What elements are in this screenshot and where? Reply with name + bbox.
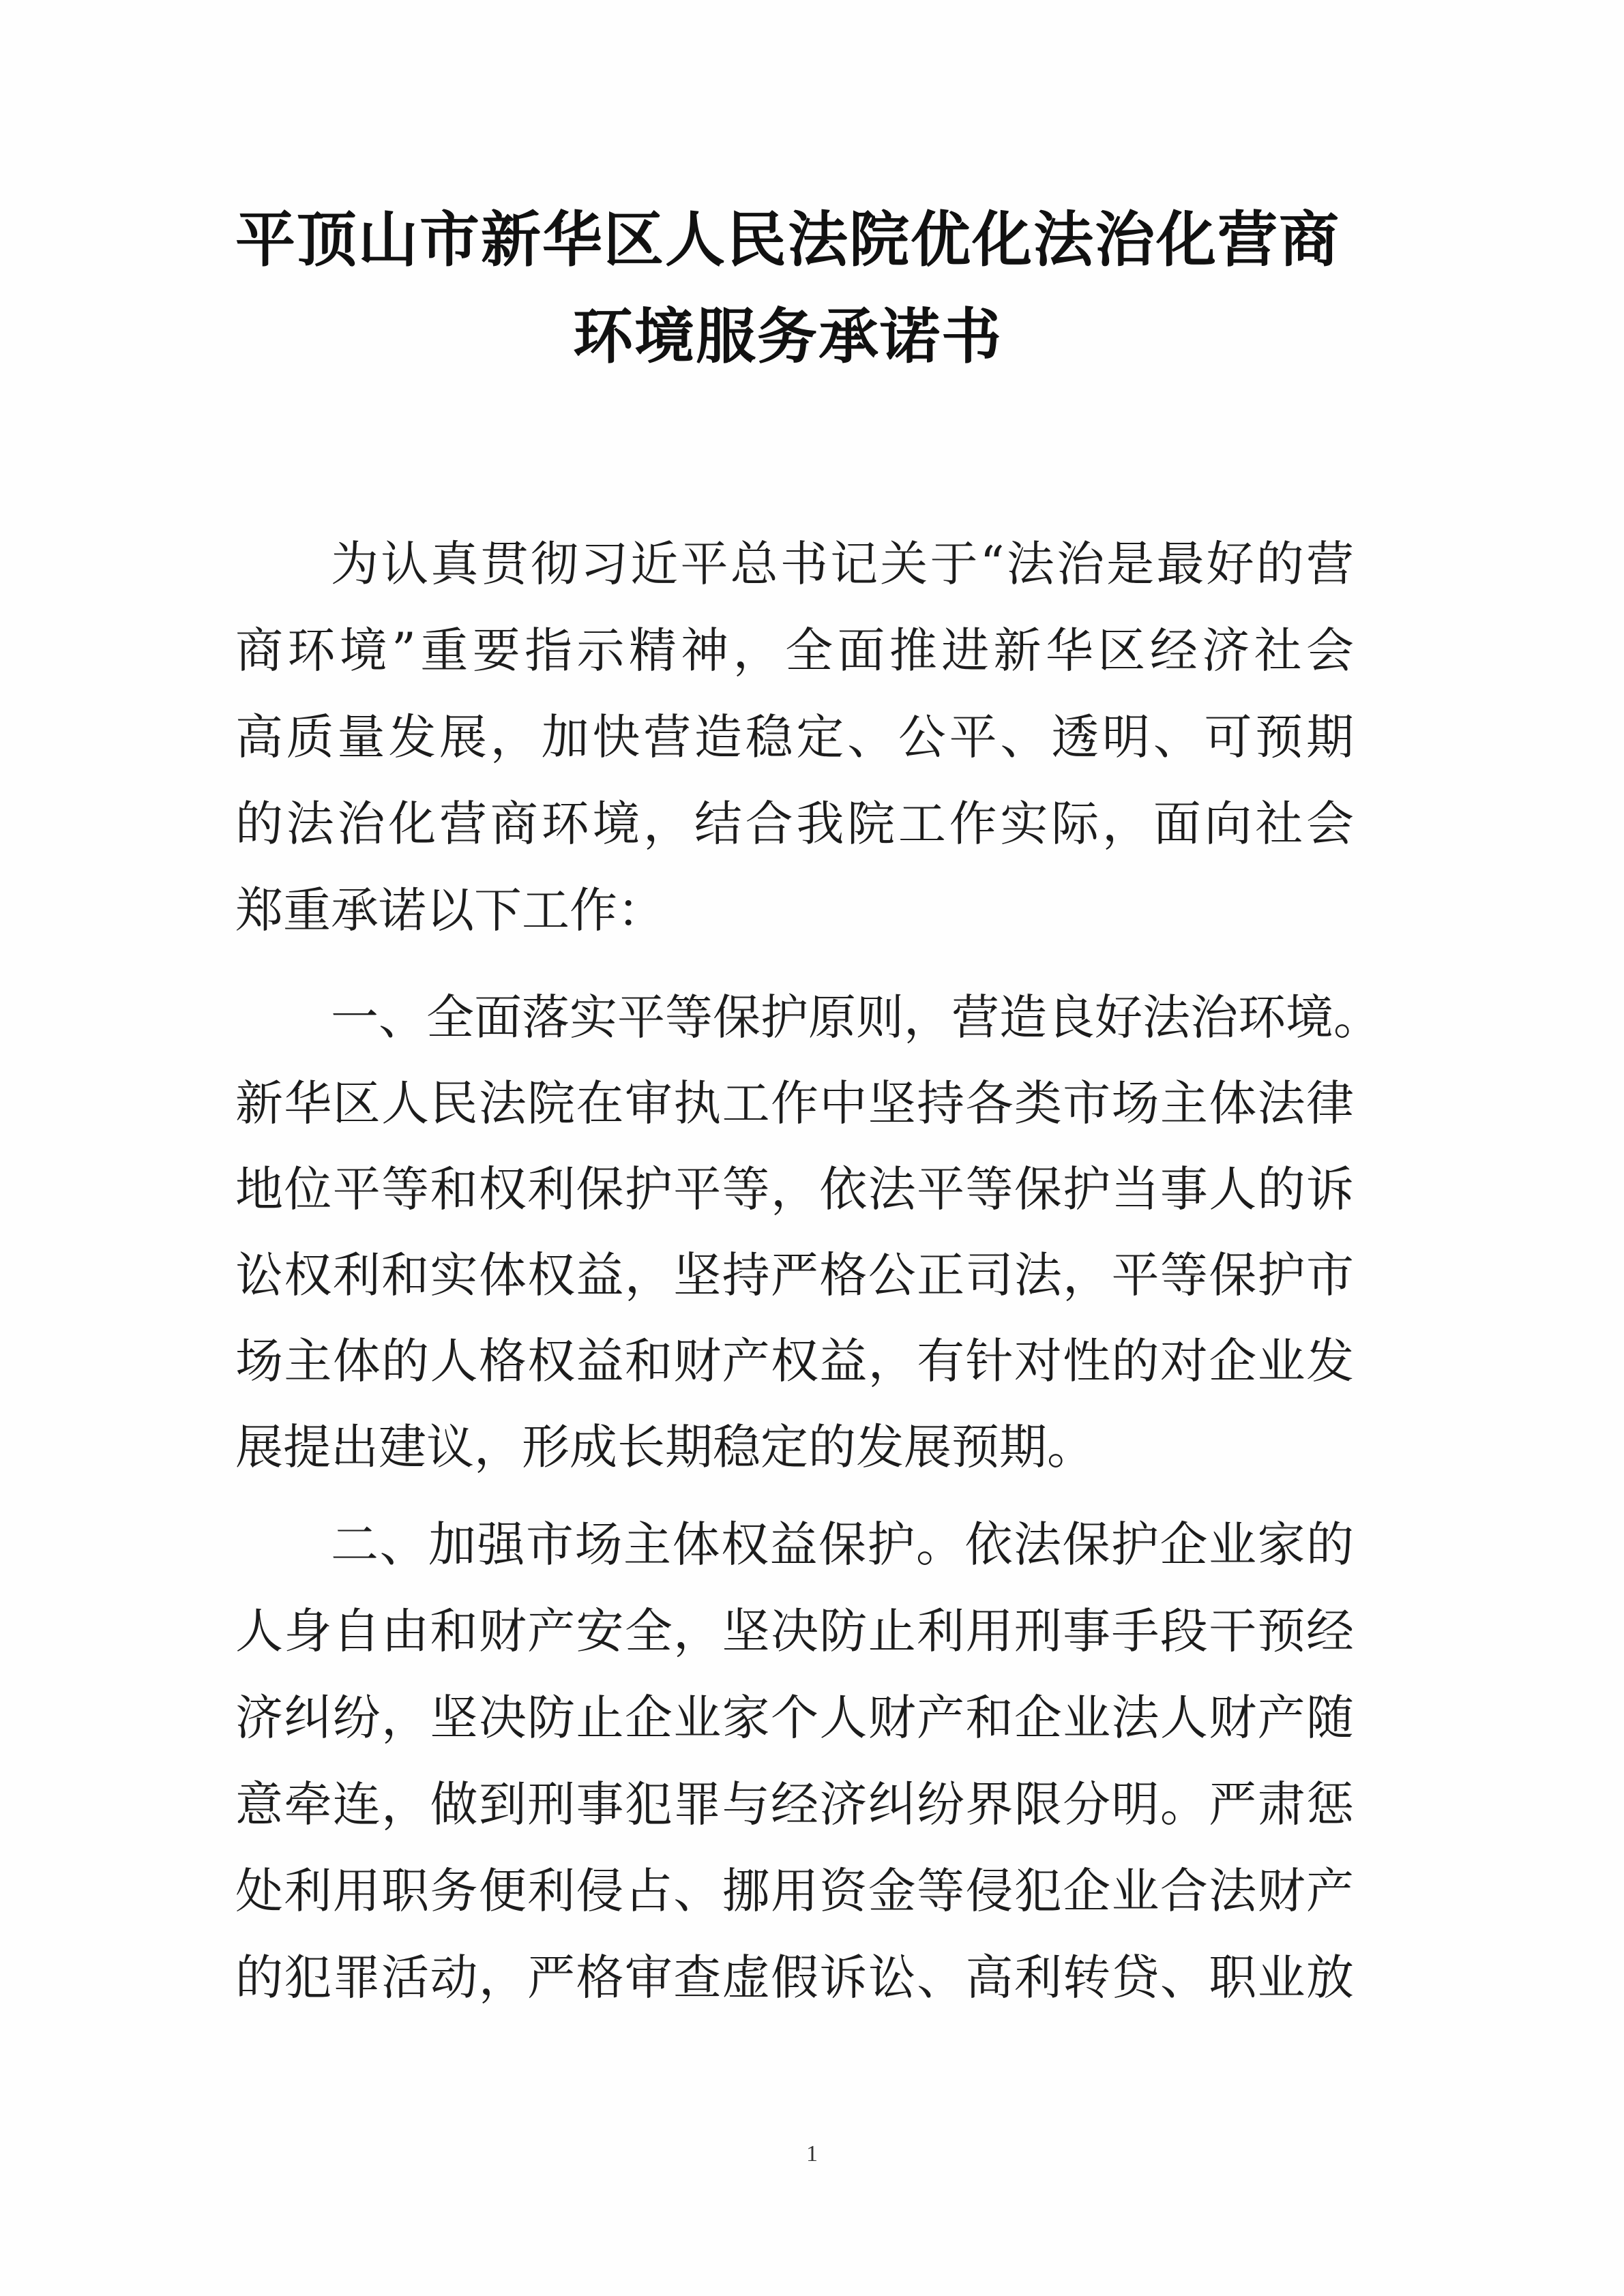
paragraph-line: 商环境”重要指示精神，全面推进新华区经济社会 — [235, 623, 1354, 679]
paragraph-line: 地位平等和权利保护平等，依法平等保护当事人的诉 — [235, 1161, 1354, 1217]
paragraph-line: 郑重承诺以下工作： — [235, 882, 665, 938]
paragraph-line: 二、加强市场主体权益保护。依法保护企业家的 — [331, 1517, 1354, 1572]
paragraph-line: 人身自由和财产安全，坚决防止利用刑事手段干预经 — [235, 1603, 1354, 1659]
paragraph-line: 济纠纷，坚决防止企业家个人财产和企业法人财产随 — [235, 1690, 1354, 1746]
page-number: 1 — [806, 2141, 818, 2166]
paragraph-line: 的犯罪活动，严格审查虚假诉讼、高利转贷、职业放 — [235, 1950, 1354, 2006]
paragraph-line: 处利用职务便利侵占、挪用资金等侵犯企业合法财产 — [235, 1863, 1354, 1919]
paragraph-line: 场主体的人格权益和财产权益，有针对性的对企业发 — [235, 1333, 1354, 1389]
paragraph-line: 高质量发展，加快营造稳定、公平、透明、可预期 — [235, 709, 1354, 765]
paragraph-line: 一、全面落实平等保护原则，营造良好法治环境。 — [331, 989, 1381, 1045]
paragraph-line: 的法治化营商环境，结合我院工作实际，面向社会 — [235, 796, 1354, 852]
paragraph-line: 意牵连，做到刑事犯罪与经济纠纷界限分明。严肃惩 — [235, 1776, 1354, 1832]
paragraph-line: 新华区人民法院在审执工作中坚持各类市场主体法律 — [235, 1075, 1354, 1131]
paragraph-line: 为认真贯彻习近平总书记关于“法治是最好的营 — [331, 536, 1354, 592]
paragraph-line: 讼权利和实体权益，坚持严格公正司法，平等保护市 — [235, 1247, 1354, 1303]
paragraph-line: 展提出建议，形成长期稳定的发展预期。 — [235, 1419, 1095, 1475]
document-title-line-2: 环境服务承诺书 — [572, 301, 1003, 372]
document-title-line-1: 平顶山市新华区人民法院优化法治化营商 — [235, 205, 1340, 275]
